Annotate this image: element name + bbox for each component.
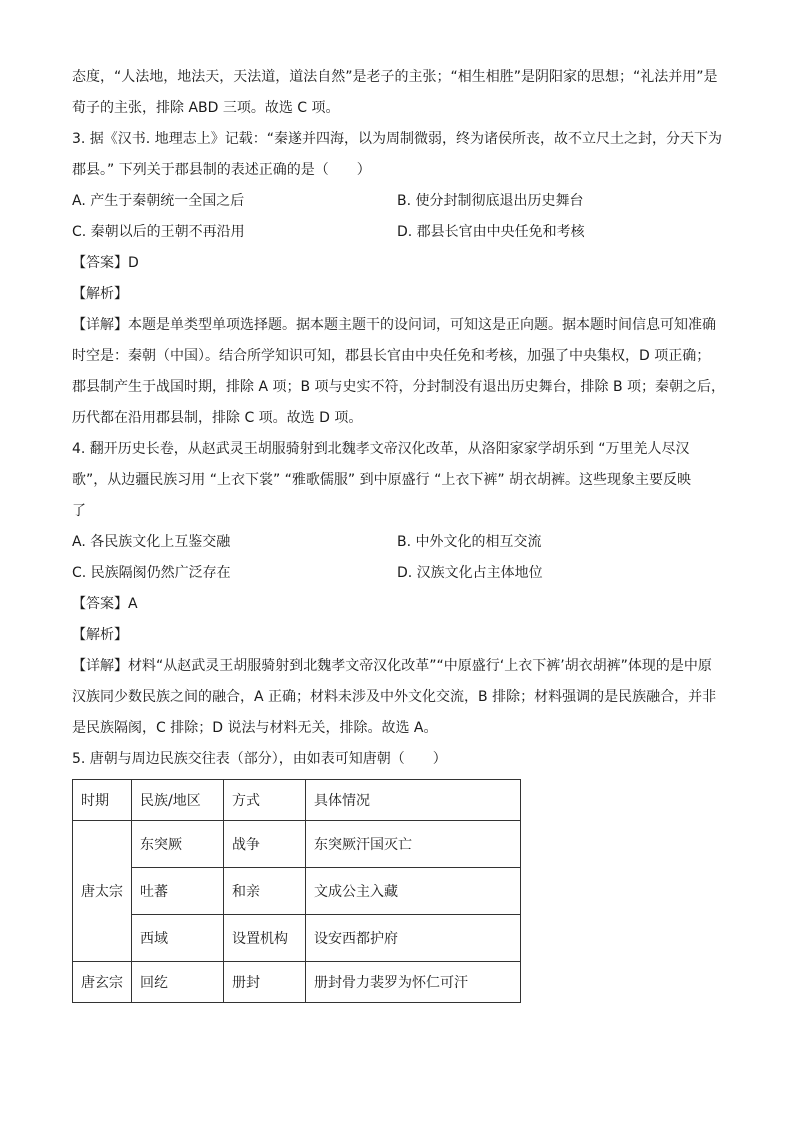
table-header-cell: 民族/地区 bbox=[132, 780, 224, 821]
detail-line: 是民族隔阂，C 排除；D 说法与材料无关，排除。故选 A。 bbox=[72, 720, 438, 736]
document-page bbox=[72, 62, 726, 1003]
option-b: B. 中外文化的相互交流 bbox=[397, 534, 542, 550]
table-header-cell: 时期 bbox=[73, 780, 132, 821]
q5-stem: 5. 唐朝与周边民族交往表（部分），由如表可知唐朝（ ） bbox=[72, 751, 447, 767]
q4-options bbox=[72, 527, 722, 589]
detail-line: 郡县制产生于战国时期，排除 A 项；B 项与史实不符，分封制没有退出历史舞台，排除 B 项；秦朝之后， bbox=[72, 379, 726, 395]
table-header-cell: 方式 bbox=[224, 780, 306, 821]
answer-label: 【答案】D bbox=[72, 255, 139, 271]
answer-label: 【答案】A bbox=[72, 596, 138, 612]
detail-line: 历代都在沿用郡县制，排除 C 项。故选 D 项。 bbox=[72, 410, 363, 426]
table-row bbox=[73, 915, 521, 962]
method-cell: 和亲 bbox=[224, 868, 306, 915]
region-cell: 东突厥 bbox=[132, 821, 224, 868]
q3-stem: 3. 据《汉书. 地理志上》记载：“秦遂并四海，以为周制微弱，终为诸侯所丧，故不立尺土之封，分天下为 bbox=[72, 131, 722, 147]
q3-stem: 郡县。” 下列关于郡县制的表述正确的是（ ） bbox=[72, 162, 371, 178]
detail-cell: 东突厥汗国灭亡 bbox=[306, 821, 521, 868]
q4-stem: 歌”，从边疆民族习用 “上衣下裳” “雅歌儒服” 到中原盛行 “上衣下裤” 胡衣胡裤。这些现象主要反映 bbox=[72, 472, 692, 488]
detail-line: 时空是：秦朝（中国）。结合所学知识可知，郡县长官由中央任免和考核，加强了中央集权，D 项正确； bbox=[72, 348, 711, 364]
detail-cell: 册封骨力裴罗为怀仁可汗 bbox=[306, 962, 521, 1003]
region-cell: 回纥 bbox=[132, 962, 224, 1003]
table-header-row bbox=[73, 780, 521, 821]
option-c: C. 秦朝以后的王朝不再沿用 bbox=[72, 224, 245, 240]
q3-options bbox=[72, 186, 722, 248]
q4-stem: 4. 翻开历史长卷，从赵武灵王胡服骑射到北魏孝文帝汉化改革，从洛阳家家学胡乐到 “万里羌人尽汉 bbox=[72, 441, 690, 457]
text-line: 荀子的主张，排除 ABD 三项。故选 C 项。 bbox=[72, 100, 340, 116]
detail-line: 【详解】本题是单类型单项选择题。据本题主题干的设问词，可知这是正向题。据本题时间信息可知准确 bbox=[72, 317, 716, 333]
period-cell: 唐太宗 bbox=[73, 821, 132, 962]
tang-relations-table bbox=[72, 779, 521, 1003]
method-cell: 设置机构 bbox=[224, 915, 306, 962]
table-row bbox=[73, 868, 521, 915]
option-a: A. 产生于秦朝统一全国之后 bbox=[72, 193, 245, 209]
period-cell: 唐玄宗 bbox=[73, 962, 132, 1003]
detail-line: 【详解】材料“从赵武灵王胡服骑射到北魏孝文帝汉化改革”“中原盛行‘上衣下裤’胡衣胡裤”体现的是中原 bbox=[72, 658, 712, 674]
option-d: D. 郡县长官由中央任免和考核 bbox=[397, 224, 585, 240]
region-cell: 西域 bbox=[132, 915, 224, 962]
q4-stem: 了 bbox=[72, 503, 86, 519]
detail-cell: 设安西都护府 bbox=[306, 915, 521, 962]
option-b: B. 使分封制彻底退出历史舞台 bbox=[397, 193, 584, 209]
text-line: 态度，“人法地，地法天，天法道，道法自然”是老子的主张；“相生相胜”是阴阳家的思想；“礼法并用”是 bbox=[72, 69, 718, 85]
table-row bbox=[73, 962, 521, 1003]
detail-line: 汉族同少数民族之间的融合，A 正确；材料未涉及中外文化交流，B 排除；材料强调的是民族融合，并非 bbox=[72, 689, 717, 705]
method-cell: 册封 bbox=[224, 962, 306, 1003]
option-a: A. 各民族文化上互鉴交融 bbox=[72, 534, 231, 550]
analysis-label: 【解析】 bbox=[72, 286, 128, 302]
region-cell: 吐蕃 bbox=[132, 868, 224, 915]
table-header-cell: 具体情况 bbox=[306, 780, 521, 821]
table-row bbox=[73, 821, 521, 868]
detail-cell: 文成公主入藏 bbox=[306, 868, 521, 915]
analysis-label: 【解析】 bbox=[72, 627, 128, 643]
option-d: D. 汉族文化占主体地位 bbox=[397, 565, 543, 581]
option-c: C. 民族隔阂仍然广泛存在 bbox=[72, 565, 231, 581]
method-cell: 战争 bbox=[224, 821, 306, 868]
